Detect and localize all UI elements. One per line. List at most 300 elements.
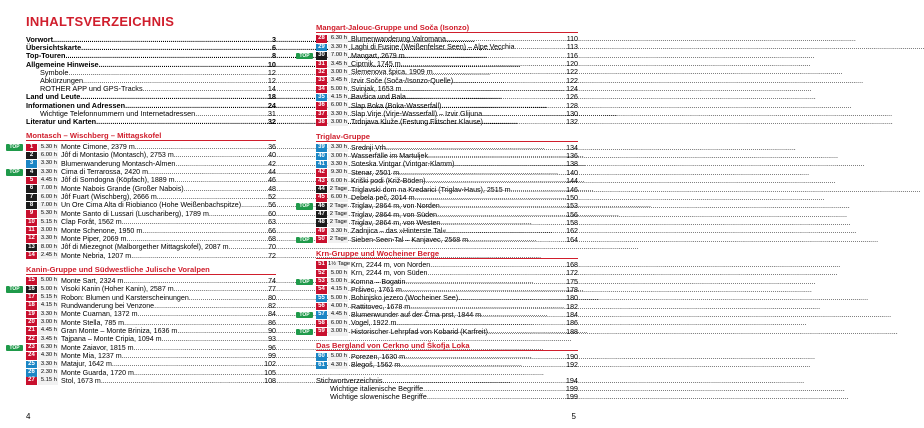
- tour-title: Gran Monte – Monte Briniza, 1636 m: [61, 326, 178, 335]
- tour-page: 108: [264, 377, 276, 385]
- tour-title: Monte Piper, 2069 m: [61, 234, 127, 243]
- tour-number-badge: 41: [316, 161, 327, 168]
- tour-duration: 5.00 h: [328, 270, 348, 277]
- tour-title: Srednji Vrh: [351, 143, 386, 152]
- dot-leader: [96, 118, 267, 126]
- tour-duration: 3.30 h: [328, 111, 348, 118]
- dot-leader: [175, 176, 268, 184]
- top-badge: TOP: [6, 144, 23, 151]
- dot-leader: [124, 319, 267, 327]
- right-page: [299, 18, 578, 402]
- region-heading: Krn-Gruppe und Wocheiner Berge: [316, 248, 440, 258]
- tour-entry[interactable]: [26, 210, 276, 218]
- tour-duration: 2 Tage: [329, 202, 347, 209]
- tour-title: Triglav, 2864 m, von Norden: [351, 202, 440, 211]
- dot-leader: [428, 269, 566, 277]
- tour-duration: 3.45 h: [328, 61, 348, 68]
- tour-title: Sieben-Seen-Tal – Kanjavec, 2568 m: [351, 235, 469, 244]
- tour-number-badge: 34: [316, 86, 327, 93]
- region-heading-rule: [316, 350, 578, 351]
- dot-leader: [515, 43, 566, 51]
- dot-leader: [386, 144, 565, 152]
- tour-title: Rundwanderung bei Venzone: [61, 301, 155, 310]
- tour-entry[interactable]: [26, 218, 276, 226]
- dot-leader: [134, 369, 263, 377]
- tour-title: Clap Forât, 1562 m: [61, 218, 122, 227]
- tour-title: Jôf Fuart (Wischberg), 2666 m: [61, 193, 157, 202]
- tour-duration: 3.30 h: [38, 169, 58, 176]
- dot-leader: [138, 310, 268, 318]
- tour-duration: 3.30 h: [328, 161, 348, 168]
- tour-entry[interactable]: [316, 77, 578, 85]
- tour-title: Monte Schenone, 1950 m: [61, 226, 143, 235]
- tour-page: 192: [566, 361, 578, 370]
- tour-entry[interactable]: [316, 286, 578, 294]
- tour-duration: 3.00 h: [328, 69, 348, 76]
- tour-entry[interactable]: [316, 353, 578, 361]
- tour-entry[interactable]: [316, 319, 578, 327]
- toc-entry-label: Stichwortverzeichnis: [316, 375, 383, 385]
- region-section: [316, 341, 578, 370]
- tour-entry[interactable]: [26, 369, 276, 377]
- tour-duration: 2 Tage: [329, 219, 347, 226]
- tour-title: Monte Nabois Grande (Großer Nabois): [61, 184, 184, 193]
- tour-duration: 3.30 h: [328, 44, 348, 51]
- tour-duration: 4.30 h: [328, 362, 348, 369]
- tour-entry[interactable]: [9, 343, 276, 352]
- tour-duration: 1½ Tage: [328, 261, 351, 268]
- toc-entry-label: Übersichtskarte: [26, 43, 82, 53]
- dot-leader: [396, 319, 565, 327]
- tour-entry[interactable]: [299, 310, 578, 319]
- tour-entry[interactable]: [26, 243, 276, 251]
- tour-title: Komna – Bogatin: [351, 277, 406, 286]
- region-section: [299, 248, 578, 336]
- tour-entry[interactable]: [26, 294, 276, 302]
- tour-page: 164: [566, 235, 578, 244]
- tour-duration: 2.45 h: [38, 252, 58, 259]
- dot-leader: [406, 93, 565, 101]
- tour-entry[interactable]: [316, 219, 578, 227]
- tour-page: 84: [268, 310, 276, 319]
- tour-page: 42: [268, 159, 276, 168]
- tour-page: 153: [566, 202, 578, 211]
- tour-duration: 5.15 h: [38, 377, 58, 384]
- tour-entry[interactable]: [316, 144, 578, 152]
- tour-page: 46: [268, 176, 276, 185]
- tour-page: 105: [264, 368, 276, 377]
- tour-entry[interactable]: [26, 352, 276, 360]
- tour-title: Zadnjica – das »Hinterste Tal«: [351, 227, 447, 236]
- tour-page: 80: [268, 293, 276, 302]
- tour-entry[interactable]: [26, 227, 276, 235]
- tour-number-badge: 4: [26, 169, 37, 176]
- tour-entry[interactable]: [316, 361, 578, 369]
- tour-number-badge: 9: [26, 210, 37, 217]
- tour-title: Triglavski dom na Kredarici (Triglav-Haus), 2515 m: [351, 185, 511, 194]
- dot-leader: [440, 219, 565, 227]
- tour-page: 44: [268, 168, 276, 177]
- tour-number-badge: 13: [26, 244, 37, 251]
- dot-leader: [511, 186, 566, 194]
- tour-title: Blumenwanderung Montasch-Almen: [61, 159, 176, 168]
- tour-duration: 5.15 h: [38, 219, 58, 226]
- tour-number-badge: 30: [316, 52, 327, 59]
- tour-page: 86: [268, 318, 276, 327]
- tour-page: 150: [566, 193, 578, 202]
- tour-entry[interactable]: [299, 51, 578, 60]
- tour-page: 40: [268, 151, 276, 160]
- tour-title: Vogel, 1922 m: [351, 319, 397, 328]
- tour-number-badge: 56: [316, 303, 327, 310]
- tour-title: Monte Stella, 785 m: [61, 318, 125, 327]
- tour-number-badge: 26: [26, 369, 37, 376]
- dot-leader: [415, 194, 566, 202]
- dot-leader: [134, 344, 268, 352]
- tour-title: Cima di Terrarossa, 2420 m: [61, 168, 148, 177]
- tour-page: 122: [566, 68, 578, 77]
- tour-entry[interactable]: [316, 186, 578, 194]
- dot-leader: [209, 210, 267, 218]
- dot-leader: [454, 160, 565, 168]
- tour-duration: 5.00 h: [38, 286, 58, 293]
- index-list: [316, 377, 578, 402]
- tour-title: Porezen, 1630 m: [351, 353, 406, 361]
- tour-entry[interactable]: [26, 327, 276, 335]
- tour-title: Monte Nebria, 1207 m: [61, 251, 132, 260]
- tour-title: Blumenwanderung Valromana: [351, 35, 446, 43]
- tour-entry[interactable]: [316, 35, 578, 43]
- left-sections: [9, 131, 276, 385]
- toc-entry-label: Wichtige Telefonnummern und Internetadressen: [40, 108, 196, 118]
- tour-duration: 3.00 h: [328, 119, 348, 126]
- tour-duration: 8.00 h: [38, 244, 58, 251]
- tour-entry[interactable]: [316, 227, 578, 235]
- tour-entry[interactable]: [26, 151, 276, 159]
- tour-entry[interactable]: [26, 302, 276, 310]
- tour-entry[interactable]: [26, 160, 276, 168]
- tour-entry[interactable]: [299, 235, 578, 244]
- tour-duration: 6.30 h: [328, 35, 348, 42]
- dot-leader: [481, 311, 565, 319]
- dot-leader: [135, 143, 267, 151]
- region-section: [299, 23, 578, 127]
- tour-entry[interactable]: [26, 176, 276, 184]
- tour-title: Slemenova špica, 1909 m: [351, 68, 433, 77]
- tour-title: Krn, 2244 m, von Süden: [351, 269, 428, 278]
- tour-entry[interactable]: [26, 335, 276, 343]
- tour-page: 77: [268, 285, 276, 294]
- tour-duration: 2 Tage: [329, 185, 347, 192]
- tour-entry[interactable]: [316, 43, 578, 51]
- dot-leader: [405, 278, 565, 286]
- tour-entry[interactable]: [299, 277, 578, 286]
- tour-duration: 6.00 h: [38, 152, 58, 159]
- tour-entry[interactable]: [26, 193, 276, 201]
- tour-page: 68: [268, 234, 276, 243]
- tour-title: Triglav, 2864 m, von Süden: [351, 210, 437, 219]
- dot-leader: [401, 85, 565, 93]
- tour-title: Trdnjava Kluže (Festung Flitscher Klause): [351, 118, 483, 127]
- tour-page: 144: [566, 177, 578, 186]
- page-number-right: 5: [571, 412, 576, 421]
- toc-entry-label: Vorwort: [26, 35, 54, 44]
- tour-page: 60: [268, 209, 276, 218]
- tour-page: 146: [566, 185, 578, 194]
- right-sections: [299, 23, 578, 370]
- tour-number-badge: 29: [316, 44, 327, 51]
- tour-entry[interactable]: [299, 327, 578, 336]
- tour-title: Krn, 2244 m, von Norden: [351, 260, 431, 269]
- tour-title: Wasserfälle im Martuljek: [351, 152, 428, 161]
- tour-title: Soteska Vintgar (Vintgar-Klamm): [351, 160, 455, 169]
- tour-number-badge: 20: [26, 319, 37, 326]
- dot-leader: [400, 361, 565, 369]
- tour-duration: 6.00 h: [38, 194, 58, 201]
- dot-leader: [229, 243, 268, 251]
- top-badge: TOP: [296, 53, 313, 60]
- tour-entry[interactable]: [26, 235, 276, 243]
- tour-entry[interactable]: [9, 285, 276, 294]
- tour-number-badge: 28: [316, 35, 327, 42]
- tour-page: 180: [566, 294, 578, 303]
- tour-entry[interactable]: [316, 294, 578, 302]
- dot-leader: [446, 227, 565, 235]
- tour-number-badge: 49: [316, 228, 327, 235]
- toc-entry-label: Abkürzungen: [40, 75, 84, 85]
- tour-entry[interactable]: [316, 169, 578, 177]
- tour-title: Blegoš, 1562 m: [351, 361, 401, 370]
- toc-entry-label: Top-Touren: [26, 51, 66, 61]
- tour-title: Bavšica und Bala: [351, 93, 406, 102]
- toc-entry[interactable]: [26, 118, 276, 126]
- tour-number-badge: 40: [316, 153, 327, 160]
- tour-duration: 5.15 h: [38, 294, 58, 301]
- tour-entry[interactable]: [26, 201, 276, 209]
- tour-title: Ciprnik, 1745 m: [351, 60, 401, 69]
- tour-title: Stol, 1673 m: [61, 377, 101, 385]
- tour-title: Matajur, 1642 m: [61, 360, 112, 369]
- tour-entry[interactable]: [9, 143, 276, 152]
- dot-leader: [437, 211, 565, 219]
- tour-number-badge: 5: [26, 177, 37, 184]
- toc-entry-page: 18: [267, 92, 276, 102]
- tour-duration: 5.00 h: [328, 86, 348, 93]
- tour-title: Jôf di Somdogna (Köpfach), 1889 m: [61, 176, 175, 185]
- tour-duration: 6.00 h: [328, 102, 348, 109]
- region-heading: Montasch – Wischberg – Mittagskofel: [26, 131, 162, 141]
- tour-number-badge: 19: [26, 311, 37, 318]
- tour-page: 184: [566, 310, 578, 319]
- toc-entry-page: 8: [271, 51, 276, 61]
- tour-number-badge: 47: [316, 211, 327, 218]
- tour-page: 172: [566, 269, 578, 278]
- tour-title: Monte Cuarnan, 1372 m: [61, 310, 138, 319]
- dot-leader: [241, 201, 267, 209]
- tour-page: 63: [268, 218, 276, 227]
- tour-title: Kriški podi (Križ-Böden): [351, 177, 426, 186]
- tour-number-badge: 2: [26, 152, 37, 159]
- region-heading: Kanin-Gruppe und Südwestliche Julische Voralpen: [26, 264, 210, 274]
- tour-number-badge: 37: [316, 111, 327, 118]
- tour-number-badge: 51: [316, 261, 327, 268]
- tour-number-badge: 60: [316, 353, 327, 360]
- tour-entry[interactable]: [316, 269, 578, 277]
- dot-leader: [189, 294, 267, 302]
- toc-entry-page: 12: [267, 67, 276, 77]
- tour-entry[interactable]: [26, 277, 276, 285]
- tour-number-badge: 1: [26, 144, 37, 151]
- toc-entry-page: 194: [565, 375, 578, 385]
- tour-duration: 7.00 h: [38, 202, 58, 209]
- dot-leader: [427, 393, 565, 401]
- top-badge: TOP: [296, 279, 313, 286]
- tour-entry[interactable]: [26, 319, 276, 327]
- tour-entry[interactable]: [316, 93, 578, 101]
- dot-leader: [426, 177, 566, 185]
- tour-number-badge: 46: [316, 203, 327, 210]
- region-heading: Das Bergland von Cerkno und Škofja Loka: [316, 341, 470, 350]
- tour-entry[interactable]: [9, 168, 276, 177]
- tour-page: 140: [566, 168, 578, 177]
- tour-entry[interactable]: [316, 303, 578, 311]
- tour-duration: 2 Tage: [329, 211, 347, 217]
- tour-title: Bohinjsko jezero (Wocheiner See): [351, 294, 459, 303]
- dot-leader: [131, 252, 267, 260]
- toc-entry-label: Informationen und Adressen: [26, 100, 126, 110]
- region-heading-rule: [26, 140, 276, 141]
- tour-entry[interactable]: [316, 60, 578, 68]
- tour-duration: 2.30 h: [38, 369, 58, 376]
- toc-entry[interactable]: [316, 393, 578, 401]
- tour-entry[interactable]: [26, 360, 276, 368]
- tour-page: 128: [566, 101, 578, 110]
- dot-leader: [482, 110, 565, 118]
- dot-leader: [430, 261, 565, 269]
- tour-page: 132: [566, 118, 578, 127]
- tour-page: 190: [566, 353, 578, 361]
- tour-number-badge: 18: [26, 302, 37, 309]
- tour-title: Monte Zaiavor, 1815 m: [61, 343, 134, 352]
- tour-duration: 6.00 h: [328, 320, 348, 327]
- tour-entry[interactable]: [316, 194, 578, 202]
- top-badge: TOP: [296, 203, 313, 210]
- tour-number-badge: 45: [316, 194, 327, 201]
- tour-entry[interactable]: [26, 252, 276, 260]
- toc-entry-label: Allgemeine Hinweise: [26, 59, 99, 69]
- dot-leader: [142, 227, 267, 235]
- tour-number-badge: 11: [26, 227, 37, 234]
- tour-page: 182: [566, 302, 578, 311]
- tour-entry[interactable]: [26, 377, 276, 385]
- toc-entry-page: 3: [271, 35, 276, 44]
- dot-leader: [402, 286, 565, 294]
- tour-page: 168: [566, 260, 578, 269]
- tour-duration: 3.30 h: [38, 160, 58, 167]
- tour-page: 66: [268, 226, 276, 235]
- tour-duration: 4.45 h: [38, 327, 58, 334]
- tour-entry[interactable]: [316, 177, 578, 185]
- tour-entry[interactable]: [316, 261, 578, 269]
- tour-title: Historischer Lehrpfad von Kobarid (Karfreit): [351, 327, 488, 336]
- tour-entry[interactable]: [316, 68, 578, 76]
- tour-title: Monte Sart, 2324 m: [61, 276, 124, 285]
- tour-duration: 4.45 h: [328, 311, 348, 318]
- tour-entry[interactable]: [316, 118, 578, 126]
- tour-duration: 4.15 h: [328, 286, 348, 293]
- tour-title: Rattitovec, 1678 m: [351, 302, 411, 311]
- dot-leader: [126, 235, 267, 243]
- tour-number-badge: 7: [26, 194, 37, 201]
- tour-title: Svinjak, 1653 m: [351, 85, 402, 94]
- toc-entry-page: 199: [565, 383, 578, 393]
- tour-page: 90: [268, 326, 276, 335]
- toc-entry-page: 12: [267, 75, 276, 85]
- tour-duration: 6.30 h: [38, 344, 58, 351]
- tour-entry[interactable]: [316, 152, 578, 160]
- region-heading: Triglav-Gruppe: [316, 131, 371, 141]
- tour-page: 156: [566, 210, 578, 219]
- region-heading: Mangart-Jalouc-Gruppe und Soča (Isonzo): [316, 23, 470, 32]
- tour-entry[interactable]: [26, 310, 276, 318]
- toc-entry-page: 6: [271, 43, 276, 53]
- tour-entry[interactable]: [316, 160, 578, 168]
- tour-number-badge: 23: [26, 344, 37, 351]
- tour-entry[interactable]: [316, 85, 578, 93]
- tour-title: Blumenwunder auf der Črna prst, 1844 m: [351, 310, 482, 319]
- tour-duration: 5.00 h: [328, 353, 348, 360]
- dot-leader: [122, 218, 267, 226]
- region-section: [9, 264, 276, 385]
- tour-entry[interactable]: [26, 185, 276, 193]
- tour-page: 48: [268, 184, 276, 193]
- dot-leader: [446, 35, 566, 43]
- tour-duration: 4.30 h: [38, 352, 58, 359]
- left-page: [9, 14, 276, 385]
- region-heading-rule: [316, 32, 578, 33]
- tour-page: 74: [268, 276, 276, 285]
- tour-title: Monte Cimone, 2379 m: [61, 143, 135, 152]
- tour-entry[interactable]: [299, 202, 578, 211]
- tour-number-badge: 22: [26, 336, 37, 343]
- tour-number-badge: 42: [316, 169, 327, 176]
- tour-number-badge: 3: [26, 160, 37, 167]
- tour-number-badge: 44: [316, 186, 327, 193]
- tour-entry[interactable]: [316, 110, 578, 118]
- dot-leader: [101, 377, 263, 385]
- toc-entry-label: Wichtige slowenische Begriffe: [330, 392, 427, 402]
- tour-entry[interactable]: [316, 211, 578, 219]
- tour-entry[interactable]: [316, 102, 578, 110]
- toc-entry-label: Literatur und Karten: [26, 116, 97, 126]
- tour-number-badge: 27: [26, 377, 37, 384]
- tour-page: 186: [566, 319, 578, 328]
- tour-duration: 3.00 h: [38, 227, 58, 234]
- tour-page: 116: [566, 51, 578, 60]
- tour-number-badge: 24: [26, 352, 37, 359]
- dot-leader: [405, 52, 566, 60]
- tour-page: 56: [268, 201, 276, 210]
- tour-number-badge: 50: [316, 236, 327, 243]
- top-badge: TOP: [296, 237, 313, 244]
- dot-leader: [483, 118, 565, 126]
- tour-page: 72: [268, 251, 276, 260]
- dot-leader: [405, 353, 565, 361]
- dot-leader: [174, 151, 267, 159]
- tour-page: 130: [566, 110, 578, 119]
- tour-page: 93: [268, 335, 276, 344]
- tour-title: Un Ore Cima Alta di Riobianco (Hohe Weißenbachspitze): [61, 201, 242, 210]
